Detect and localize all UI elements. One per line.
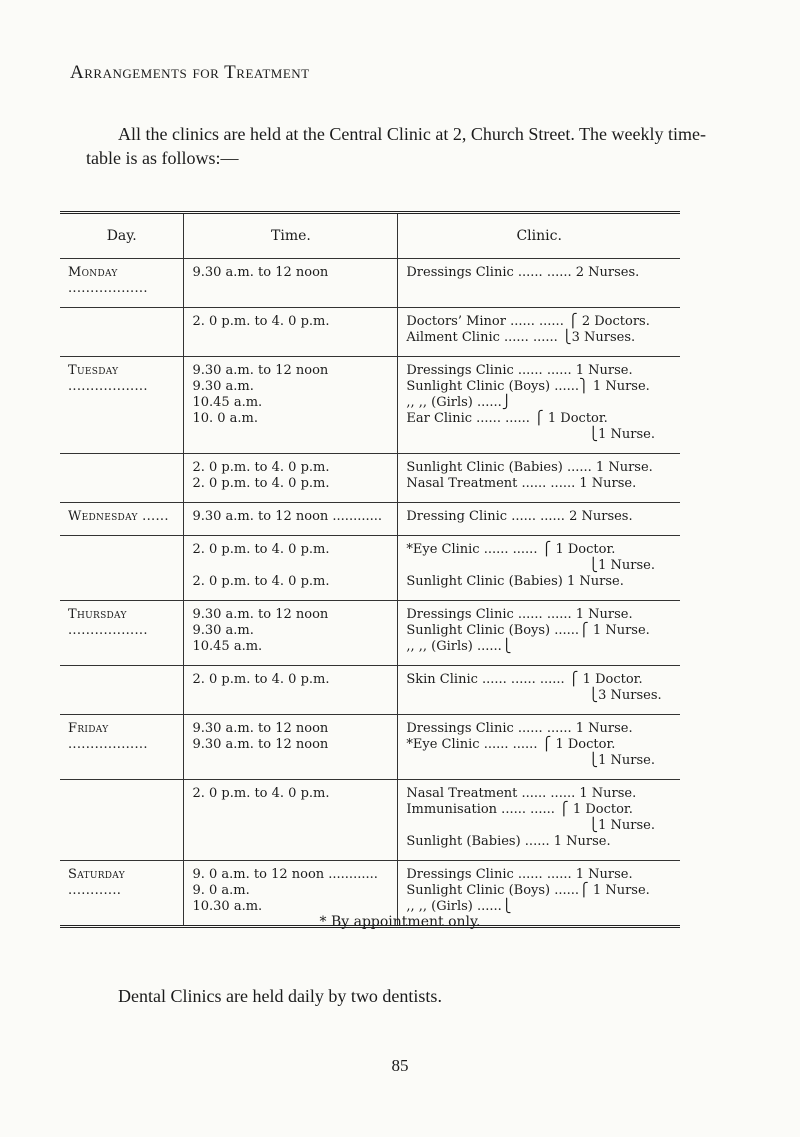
table-header-row: [60, 213, 680, 259]
header-day: Day.: [60, 213, 184, 259]
clinic-cell: [398, 780, 680, 861]
clinic-line: Sunlight Clinic (Babies) 1 Nurse.: [406, 574, 624, 589]
table-row: [60, 259, 680, 308]
time-line: 2. 0 p.m. to 4. 0 p.m.: [192, 314, 330, 329]
clinic-cell: [398, 715, 680, 780]
clinic-line: ⎩1 Nurse.: [588, 753, 655, 768]
time-cell: [184, 780, 398, 861]
timetable-body: [60, 259, 680, 927]
clinic-line: *Eye Clinic ...... ...... ⎧ 1 Doctor.: [406, 737, 616, 752]
time-line: 9.30 a.m. to 12 noon: [192, 737, 329, 752]
table-row: [60, 666, 680, 715]
time-line: 9.30 a.m. to 12 noon: [192, 607, 329, 622]
day-cell: Friday ..................: [60, 715, 184, 780]
clinic-cell: [398, 536, 680, 601]
time-line: 10.45 a.m.: [192, 395, 263, 410]
clinic-cell: [398, 666, 680, 715]
footnote: * By appointment only.: [319, 914, 481, 930]
time-cell: [184, 357, 398, 454]
time-line: 9.30 a.m. to 12 noon: [192, 265, 329, 280]
day-cell: Tuesday ..................: [60, 357, 184, 454]
clinic-line: Immunisation ...... ...... ⎧ 1 Doctor.: [406, 802, 633, 817]
clinic-line: Nasal Treatment ...... ...... 1 Nurse.: [406, 786, 637, 801]
clinic-line: Dressings Clinic ...... ...... 1 Nurse.: [406, 607, 633, 622]
time-cell: [184, 503, 398, 536]
day-cell: Wednesday ......: [60, 503, 184, 536]
table-row: [60, 503, 680, 536]
clinic-line: Sunlight Clinic (Boys) ......⎫ 1 Nurse.: [406, 379, 650, 394]
time-cell: [184, 715, 398, 780]
header-time: Time.: [184, 213, 398, 259]
clinic-line: ,, ,, (Girls) ......⎩: [406, 639, 512, 654]
clinic-line: ⎩1 Nurse.: [588, 427, 655, 442]
time-line: 9. 0 a.m.: [192, 883, 250, 898]
time-line: 9.30 a.m.: [192, 379, 254, 394]
page-heading: Arrangements for Treatment: [70, 62, 310, 83]
clinic-line: Dressings Clinic ...... ...... 1 Nurse.: [406, 363, 633, 378]
time-line: 9.30 a.m. to 12 noon ............: [192, 509, 382, 524]
clinic-line: Dressings Clinic ...... ...... 2 Nurses.: [406, 265, 640, 280]
clinic-line: Dressings Clinic ...... ...... 1 Nurse.: [406, 721, 633, 736]
time-line: 2. 0 p.m. to 4. 0 p.m.: [192, 476, 330, 491]
time-cell: [184, 601, 398, 666]
time-line: 2. 0 p.m. to 4. 0 p.m.: [192, 542, 330, 557]
clinic-line: Sunlight Clinic (Boys) ......⎧ 1 Nurse.: [406, 883, 650, 898]
clinic-timetable: [60, 211, 680, 928]
day-cell: Monday ..................: [60, 259, 184, 308]
time-cell: [184, 536, 398, 601]
clinic-line: ⎩3 Nurses.: [588, 688, 662, 703]
day-cell: [60, 308, 184, 357]
time-line: 9.30 a.m. to 12 noon: [192, 363, 329, 378]
clinic-line: Ailment Clinic ...... ...... ⎩3 Nurses.: [406, 330, 636, 345]
day-cell: [60, 666, 184, 715]
clinic-cell: [398, 601, 680, 666]
time-line: 9.30 a.m.: [192, 623, 254, 638]
table-row: [60, 780, 680, 861]
clinic-cell: [398, 503, 680, 536]
day-cell: [60, 454, 184, 503]
intro-paragraph: [86, 122, 726, 170]
time-cell: [184, 666, 398, 715]
clinic-line: Dressings Clinic ...... ...... 1 Nurse.: [406, 867, 633, 882]
table-row: [60, 357, 680, 454]
clinic-cell: [398, 308, 680, 357]
clinic-line: Ear Clinic ...... ...... ⎧ 1 Doctor.: [406, 411, 608, 426]
dental-clinic-note: Dental Clinics are held daily by two dentists.: [118, 986, 442, 1006]
time-line: 2. 0 p.m. to 4. 0 p.m.: [192, 786, 330, 801]
clinic-cell: [398, 454, 680, 503]
clinic-line: ⎩1 Nurse.: [588, 818, 655, 833]
time-line: 2. 0 p.m. to 4. 0 p.m.: [192, 574, 330, 589]
clinic-line: ⎩1 Nurse.: [588, 558, 655, 573]
header-clinic: Clinic.: [398, 213, 680, 259]
intro-text: All the clinics are held at the Central Clinic at 2, Church Street. The weekly time-table is as follows:—: [86, 124, 706, 168]
time-cell: [184, 308, 398, 357]
table-row: [60, 715, 680, 780]
clinic-line: ,, ,, (Girls) ......⎭: [406, 395, 512, 410]
clinic-line: ,, ,, (Girls) ......⎩: [406, 899, 512, 914]
time-line: 10.30 a.m.: [192, 899, 263, 914]
clinic-line: Sunlight Clinic (Boys) ......⎧ 1 Nurse.: [406, 623, 650, 638]
time-line: 2. 0 p.m. to 4. 0 p.m.: [192, 672, 330, 687]
table-row: [60, 536, 680, 601]
time-line: 9. 0 a.m. to 12 noon ............: [192, 867, 378, 882]
clinic-cell: [398, 259, 680, 308]
day-cell: Saturday ............: [60, 861, 184, 927]
clinic-line: Skin Clinic ...... ...... ...... ⎧ 1 Doctor.: [406, 672, 643, 687]
clinic-line: *Eye Clinic ...... ...... ⎧ 1 Doctor.: [406, 542, 616, 557]
time-line: 10. 0 a.m.: [192, 411, 259, 426]
page-number: 85: [391, 1056, 409, 1075]
table-row: [60, 454, 680, 503]
day-cell: [60, 780, 184, 861]
clinic-cell: [398, 357, 680, 454]
clinic-line: Sunlight (Babies) ...... 1 Nurse.: [406, 834, 611, 849]
table-row: [60, 308, 680, 357]
time-cell: [184, 454, 398, 503]
table-row: [60, 601, 680, 666]
day-cell: [60, 536, 184, 601]
day-cell: Thursday ..................: [60, 601, 184, 666]
time-line: 9.30 a.m. to 12 noon: [192, 721, 329, 736]
time-line: 10.45 a.m.: [192, 639, 263, 654]
clinic-line: Sunlight Clinic (Babies) ...... 1 Nurse.: [406, 460, 653, 475]
time-cell: [184, 259, 398, 308]
time-line: 2. 0 p.m. to 4. 0 p.m.: [192, 460, 330, 475]
clinic-line: Doctors’ Minor ...... ...... ⎧ 2 Doctors.: [406, 314, 650, 329]
clinic-line: Nasal Treatment ...... ...... 1 Nurse.: [406, 476, 637, 491]
time-line: [192, 558, 389, 574]
clinic-line: Dressing Clinic ...... ...... 2 Nurses.: [406, 509, 633, 524]
